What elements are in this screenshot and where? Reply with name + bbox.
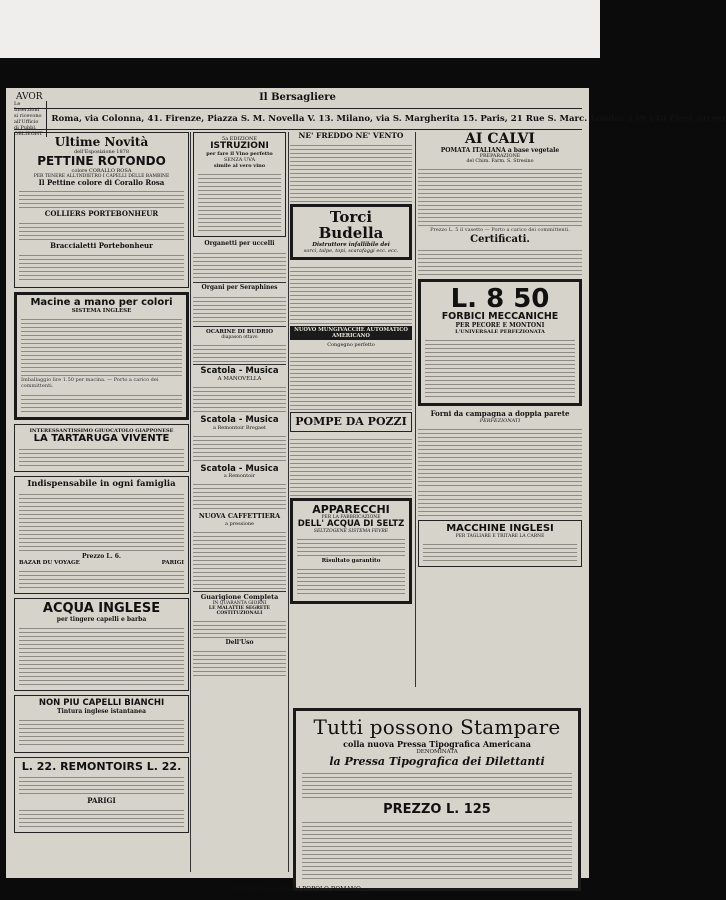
body-text-block xyxy=(21,392,182,412)
ad-price: Prezzo L. 6. xyxy=(81,553,122,561)
body-text-block xyxy=(290,350,412,410)
ad-subtitle: Braccialetti Portebonheur xyxy=(50,241,153,251)
body-text-block xyxy=(19,491,184,551)
ad-title: Tutti possono Stampare xyxy=(313,715,561,739)
ad-indispensabile xyxy=(14,476,189,594)
ad-macine xyxy=(14,292,189,420)
body-text-block xyxy=(290,264,412,324)
body-text-block xyxy=(302,819,572,879)
ad-title: Indispensabile in ogni famiglia xyxy=(27,479,176,490)
ad-subhead: simile al vero vino xyxy=(213,163,266,170)
ad-subhead: PER PECORE E MONTONI xyxy=(455,321,545,329)
body-text-block xyxy=(19,568,184,588)
body-text-block xyxy=(19,188,184,208)
ad-headline: Ultime Novità xyxy=(54,135,149,149)
shop-city: PARIGI xyxy=(87,796,116,806)
body-text-block xyxy=(21,316,182,376)
body-text-block xyxy=(418,426,582,486)
ad-subhead: Congegno perfetto xyxy=(327,341,375,348)
body-text-block xyxy=(19,252,184,282)
shop-city: PARIGI xyxy=(161,560,184,567)
ad-apparecchi-seltz xyxy=(290,498,412,604)
ad-subtitle: COLLIERS PORTEBONHEUR xyxy=(44,209,159,219)
body-text-block xyxy=(297,566,405,596)
imprint-footer: — ROMA, Tipografia del POPOLO ROMANO — xyxy=(226,886,369,893)
ad-subhead: A MANOVELLA xyxy=(217,375,262,382)
ad-subhead: SISTEMA INGLESE xyxy=(71,308,132,315)
body-text-block xyxy=(290,436,412,496)
ad-subhead: a pressione xyxy=(224,520,255,527)
ad-title: NON PIU CAPELLI BIANCHI xyxy=(38,698,165,709)
ad-subtitle: Il Pettine colore di Corallo Rosa xyxy=(38,177,165,187)
ad-subhead: Risultato garantito xyxy=(321,558,381,565)
ad-subhead: LE MALATTIE SEGRETE COSTITUZIONALI xyxy=(208,605,271,616)
ad-acqua-inglese xyxy=(14,598,189,691)
ad-istruzioni-vino xyxy=(193,132,286,237)
ad-price-line: Imballaggio lire 1.50 per macina. — Porto a carico dei committenti. xyxy=(21,377,159,389)
body-text-block xyxy=(19,625,184,685)
ad-price-line: Prezzo L. 5 il vasetto — Porto a carico dei committenti. xyxy=(430,227,570,234)
divider xyxy=(193,282,286,283)
ad-title: APPARECCHI xyxy=(312,502,390,516)
ad-subhead: PER LA FABBRICAZIONE xyxy=(321,515,381,521)
body-text-block xyxy=(418,247,582,277)
body-text-block xyxy=(193,250,286,280)
ad-title: OCARINE DI BUDRIO xyxy=(205,328,274,335)
body-text-block xyxy=(19,220,184,240)
ad-torci-budella xyxy=(290,204,412,260)
body-text-block xyxy=(198,171,281,231)
column-4 xyxy=(418,132,582,687)
ad-title: NUOVA CAFFETTIERA xyxy=(198,512,281,521)
body-text-block xyxy=(423,541,577,561)
ad-macchine-inglesi xyxy=(418,520,582,568)
ad-tartaruga xyxy=(14,424,189,473)
ad-price: L. 8 50 xyxy=(450,283,550,314)
ad-title: Organetti per uccelli xyxy=(204,240,275,248)
body-text-block xyxy=(193,648,286,678)
ad-certificates: Certificati. xyxy=(470,233,530,245)
ad-product-name: la Pressa Tipografica dei Dilettanti xyxy=(329,755,545,768)
body-text-block xyxy=(193,342,286,362)
banner-offices-text: Roma, via Colonna, 41. Firenze, Piazza S. M. Novella V. 13. Milano, via S. Margherita 15. Paris, 21 Rue S. Marc. Londra 139 140 Fleet Street xyxy=(51,114,726,124)
ad-title: Scatola - Musica xyxy=(200,414,279,425)
ad-pressa-tipografica xyxy=(293,708,581,891)
ad-pompe xyxy=(290,412,412,432)
ad-title: LA TARTARUGA VIVENTE xyxy=(33,432,170,444)
scan-dark-band xyxy=(0,58,600,88)
divider xyxy=(193,591,286,592)
ad-subhead: a Remontoir Bregaet xyxy=(212,424,267,431)
ad-subhead: a Remontoir xyxy=(223,473,256,480)
masthead xyxy=(6,92,589,103)
ad-subhead: dell'Esposizione 1878 xyxy=(73,149,130,156)
column-2 xyxy=(193,132,286,872)
body-text-block xyxy=(19,807,184,827)
ad-title: POMPE DA POZZI xyxy=(295,414,407,428)
ad-title: NUOVO MUNGIVACCHE AUTOMATICO AMERICANO xyxy=(290,326,412,340)
ad-title: L. 22. REMONTOIRS L. 22. xyxy=(21,759,182,773)
body-text-block xyxy=(19,717,184,747)
divider xyxy=(193,326,286,327)
ad-title: Scatola - Musica xyxy=(200,463,279,474)
ad-title: Organi per Seraphines xyxy=(201,284,278,292)
ad-price: PREZZO L. 125 xyxy=(383,802,491,817)
ad-title: ACQUA INGLESE xyxy=(42,601,161,617)
ad-title: DELL' ACQUA DI SELTZ xyxy=(297,519,405,530)
newspaper-page xyxy=(6,88,726,893)
ad-subhead: DENOMINATA xyxy=(416,749,458,755)
ad-title: Macine a mano per colori xyxy=(30,296,173,308)
scan-top-margin xyxy=(0,0,600,88)
ad-subhead: SENZA UVA xyxy=(223,157,256,164)
ad-subhead: Distruttore infallibile dei xyxy=(312,241,390,248)
ad-line: PER TENERE ALL'INDIETRO I CAPELLI DELLE BAMBINE xyxy=(33,173,170,179)
ad-title: Dell'Uso xyxy=(225,638,254,646)
ad-title: NE' FREDDO NE' VENTO xyxy=(298,131,404,140)
body-text-block xyxy=(193,384,286,414)
column-rule-3 xyxy=(415,132,416,687)
shop-name: BAZAR DU VOYAGE xyxy=(19,560,80,567)
body-text-block xyxy=(290,142,412,202)
ad-subhead: per fare il Vino perfetto xyxy=(206,151,273,158)
body-text-block xyxy=(19,446,184,466)
column-rule-2 xyxy=(288,132,289,872)
body-text-block xyxy=(19,774,184,794)
ad-subhead: colla nuova Pressa Tipografica Americana xyxy=(343,739,531,749)
body-text-block xyxy=(193,618,286,638)
column-rule-1 xyxy=(190,132,191,872)
column-1 xyxy=(14,132,189,872)
divider xyxy=(193,364,286,365)
ad-subhead: sorci, talpe, topi, scarafaggi ecc. ecc. xyxy=(303,247,399,254)
ad-title: FORBICI MECCANICHE xyxy=(441,310,559,322)
body-text-block xyxy=(193,529,286,589)
banner-left-text: Le Inserzioni si ricevono all'Ufficio di Pubbl. OBLIEGHT xyxy=(14,101,47,137)
ad-subhead: SELTZOGENE SISTEMA FEVRE xyxy=(313,529,389,535)
masthead-title: Il Bersagliere xyxy=(259,92,336,103)
ad-subhead: PREPARAZIONE xyxy=(479,154,521,160)
ad-edition: 5a EDIZIONE xyxy=(222,136,257,142)
ad-subhead: IN QUARANTA GIORNI xyxy=(212,600,267,606)
ad-subhead: del Chim. Farm. S. Stresino xyxy=(466,159,534,165)
ad-subhead: Tintura inglese istantanea xyxy=(56,707,146,715)
ad-subhead: per tingere capelli e barba xyxy=(56,616,147,624)
body-text-block xyxy=(302,770,572,800)
ad-subhead: PERFEZIONATI xyxy=(479,417,521,424)
page-fragment: AVOR xyxy=(16,92,43,102)
ad-capelli-bianchi xyxy=(14,695,189,753)
ad-subhead: PER TAGLIARE E TRITARE LA CARNE xyxy=(455,534,545,540)
ad-pettine-rotondo xyxy=(14,132,189,288)
ad-title: ISTRUZIONI xyxy=(210,141,269,151)
ad-title: Torci Budella xyxy=(318,208,384,242)
ad-subhead: L'UNIVERSALE PERFEZIONATA xyxy=(455,328,545,335)
body-text-block xyxy=(297,536,405,556)
ad-subhead: colore CORALLO ROSA xyxy=(71,167,132,174)
ad-title: Forni da campagna a doppia parete xyxy=(430,408,570,418)
ad-subhead: INTERESSANTISSIMO GIUOCATOLO GIAPPONESE xyxy=(29,427,174,434)
ad-subhead: diapason ottavo xyxy=(221,334,258,340)
body-text-block xyxy=(193,433,286,463)
ad-title: Guarigione Completa xyxy=(200,592,279,601)
ad-forbici-meccaniche xyxy=(418,279,582,406)
ad-remontoirs xyxy=(14,757,189,834)
body-text-block xyxy=(193,294,286,324)
ad-title: MACCHINE INGLESI xyxy=(446,522,554,534)
body-text-block xyxy=(418,488,582,518)
column-3 xyxy=(290,132,412,687)
body-text-block xyxy=(193,481,286,511)
body-text-block xyxy=(425,337,575,397)
ad-subhead: POMATA ITALIANA a base vegetale xyxy=(440,147,560,155)
ad-title: Scatola - Musica xyxy=(200,365,279,376)
ad-title: AI CALVI xyxy=(465,131,535,147)
ad-title: PETTINE ROTONDO xyxy=(37,154,166,169)
body-text-block xyxy=(418,166,582,226)
